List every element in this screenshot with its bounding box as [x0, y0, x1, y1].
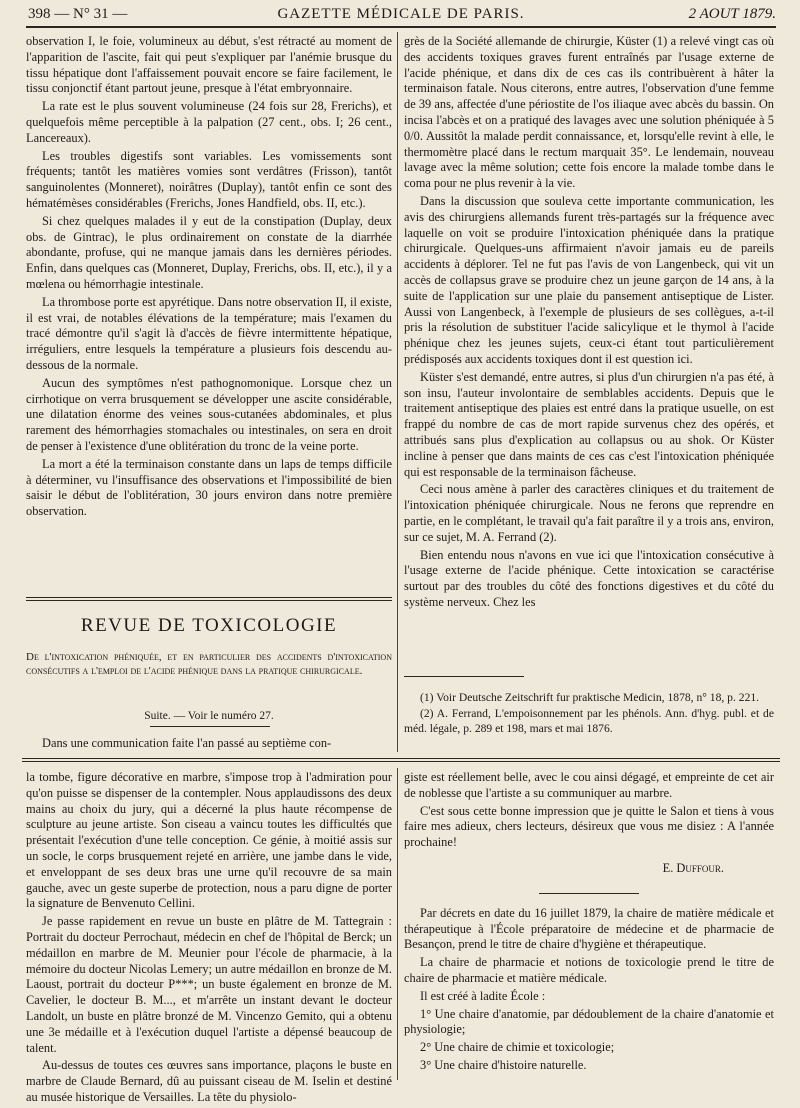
- paragraph: Dans la discussion que souleva cette importante communication, les avis des chirurgiens allemands furent très-partagés sur la fréquence avec laquelle on voit se produire l'intoxication phéniquée dans la pratique chirurgicale. Quelques-uns affirmaient n'avoir jamais eu de pareils accidents à déplorer. Tel ne fut pas l'avis de von Langenbeck, qui vit un accès de collapsus grave se produire chez un jeune garçon de 14 ans, à la suite de l'application sur une plaie du pansement antiseptique de Lister. Aussi von Langenbeck, à l'exemple de plusieurs de ses collègues, a-t-il pris la résolution de substituer l'acide salicylique et le thymol à l'acide phénique chez les jeunes sujets, ceux-ci étant tout particulièrement prédisposés aux accidents toxiques dont il est question ici.: [404, 193, 774, 366]
- paragraph: grès de la Société allemande de chirurgie, Küster (1) a relevé vingt cas où des accidents toxiques graves furent entraînés par l'usage externe de l'acide phénique, et dans dix de ces cas ils contribuèrent à hâter la terminaison fatale. Nous citerons, entre autres, l'observation d'une femme de 39 ans, affectée d'une périostite de l'os iliaque avec abcès du bassin. On incisa l'abcès et on a pratiqué des lavages avec une solution phéniquée à 5 0/0. Aussitôt la malade perdit connaissance, et, lorsqu'elle revint à elle, le thermomètre placé dans le rectum marquait 35°. Le lendemain, nouveau lavage avec la même solution; cette fois encore la malade tombe dans le coma pour ne plus revenir à la vie.: [404, 34, 774, 191]
- column-2: [404, 34, 774, 613]
- paragraph: La thrombose porte est apyrétique. Dans notre observation II, il existe, il est vrai, de notables élévations de la température; mais l'examen du tracé démontre qu'il s'agit là d'accès de fièvre intermittente hépatique, irréguliers, entre lesquels la température a plusieurs fois descendu au-dessous de la normale.: [26, 294, 392, 372]
- paragraph: Je passe rapidement en revue un buste en plâtre de M. Tattegrain : Portrait du docteur Perrochaut, médecin en chef de l'hôpital de Berck; un médaillon en marbre de M. Meunier pour l'école de pharmacie, à la mémoire du docteur Nicolas Lemery; un autre médaillon en bronze de M. Laoust, portrait du docteur P***; un buste également en bronze de M. Cavelier, le docteur B. M..., et m'arrête un instant devant le docteur Landolt, un buste en plâtre bronzé de M. Vincenzo Gemito, qui a obtenu une 3e médaille et à l'exécution duquel l'artiste a dépensé beaucoup de talent.: [26, 914, 392, 1055]
- column-3: [26, 770, 392, 1108]
- list-item: 2° Une chaire de chimie et toxicologie;: [420, 1040, 615, 1055]
- horizontal-separator: [22, 758, 780, 762]
- footnote: (2) A. Ferrand, L'empoisonnement par les phénols. Ann. d'hyg. publ. et de méd. légale, p. 289 et 198, mars et mai 1876.: [404, 707, 774, 735]
- paragraph: Küster s'est demandé, entre autres, si plus d'un chirurgien n'a pas été, à son insu, l'auteur involontaire de semblables accidents. Depuis que le traitement antiseptique des plaies est entré dans la pratique usuelle, on est frappé du nombre de cas de mort rapide survenus chez des opérés, et attribués sans plus d'explication au collapsus ou au shok. Or Küster incline à penser que dans maints de ces cas c'est l'intoxication phéniquée qui est responsable de la terminaison fâcheuse.: [404, 369, 774, 479]
- column-4: [404, 770, 774, 1076]
- paragraph: observation I, le foie, volumineux au début, s'est rétracté au moment de l'apparition de l'ascite, fait qui peut s'expliquer par l'anémie brusque du tissu hépatique dont l'affaissement pouvait encore se faire facilement, le tissu conjonctif étant partout jeune, presque à l'état embryonnaire.: [26, 34, 392, 96]
- author-signature: E. Duffour.: [662, 860, 724, 875]
- section-rule: [26, 597, 392, 601]
- column-rule-top: [397, 32, 398, 752]
- issue-date: 2 AOUT 1879.: [688, 6, 776, 22]
- paragraph: C'est sous cette bonne impression que je quitte le Salon et tiens à vous faire mes adieux, chers lecteurs, désireux que vous me disiez : A l'année prochaine!: [404, 803, 774, 850]
- page-number: 398 — N° 31 —: [28, 6, 128, 22]
- footnote-rule: [404, 676, 524, 677]
- short-rule: [539, 893, 639, 894]
- paragraph: Au-dessus de toutes ces œuvres sans importance, plaçons le buste en marbre de Claude Bernard, dû au puissant ciseau de M. Iselin et destiné au musée historique de Versailles. La tête du physiolo-: [26, 1058, 392, 1104]
- short-rule: [150, 726, 270, 727]
- paragraph: La mort a été la terminaison constante dans un laps de temps difficile à déterminer, vu l'insuffisance des observations et l'impossibilité de bien saisir le début de l'oblitération, 30 jours environ dans notre première observation.: [26, 456, 392, 519]
- paragraph: Si chez quelques malades il y eut de la constipation (Duplay, deux obs. de Gintrac), le plus ordinairement on constate de la diarrhée abondante, profuse, qui ne manque jamais dans les dernières périodes. Enfin, dans quelques cas (Monneret, Duplay, Frerichs, obs. II, etc.), il y a mœlena ou hémorrhagie intestinale.: [26, 213, 392, 291]
- continuation-note: Suite. — Voir le numéro 27.: [144, 710, 274, 722]
- paragraph: giste est réellement belle, avec le cou ainsi dégagé, et empreinte de cet air de noblesse que l'artiste a su communiquer au marbre.: [404, 770, 774, 800]
- section-title: REVUE DE TOXICOLOGIE: [80, 615, 338, 636]
- article-subtitle: De l'intoxication phéniquée, et en particulier des accidents d'intoxication consécutifs a l'emploi de l'acide phénique dans la pratique chirurgicale.: [26, 651, 392, 677]
- paragraph: Ceci nous amène à parler des caractères cliniques et du traitement de l'intoxication phéniquée chirurgicale. Nous ne ferons que reprendre en partie, en le complétant, le travail qu'a fait paraître il y a trois ans, environ, sur ce sujet, M. A. Ferrand (2).: [404, 482, 774, 544]
- journal-title: GAZETTE MÉDICALE DE PARIS.: [277, 6, 525, 22]
- footnote: (1) Voir Deutsche Zeitschrift fur praktische Medicin, 1878, n° 18, p. 221.: [420, 691, 760, 704]
- article-first-paragraph: Dans une communication faite l'an passé au septième con-: [42, 736, 332, 750]
- paragraph: Aucun des symptômes n'est pathognomonique. Lorsque chez un cirrhotique on verra brusquement se développer une ascite considérable, une dilatation énorme des veines sous-cutanées abdominales, et plus rarement des hémorrhagies stomachales ou intestinales, on sera en droit de penser à l'existence d'une oblitération du tronc de la veine porte.: [26, 375, 392, 453]
- chair-list: [404, 1007, 774, 1074]
- paragraph: Par décrets en date du 16 juillet 1879, la chaire de matière médicale et thérapeutique à l'École préparatoire de médecine et de pharmacie de Besançon, prend le titre de chaire d'hygiène et thérapeutique.: [404, 905, 774, 952]
- column-rule-bottom: [397, 768, 398, 1080]
- page-header: [26, 4, 776, 28]
- paragraph: La rate est le plus souvent volumineuse (24 fois sur 28, Frerichs), et quelquefois même perceptible à la palpation (27 cent., obs. I; 26 cent., Lancereaux).: [26, 99, 392, 145]
- list-item: 1° Une chaire d'anatomie, par dédoublement de la chaire d'anatomie et physiologie;: [404, 1006, 774, 1037]
- column-1: [26, 34, 392, 522]
- paragraph: la tombe, figure décorative en marbre, s'impose trop à l'admiration pour qu'on puisse se dispenser de la contempler. Nous applaudissons des deux mains au choix du jury, qui a décerné la plus haute récompense de sculpture au jeune artiste. Son ciseau a vaincu toutes les difficultés que présentait l'exécution d'une telle conception. Ce génie, à moitié assis sur un socle, le corps brusquement rejeté en arrière, une jambe dans le vide, et enveloppant de ses deux bras une urne qu'il recouvre de sa main gauche, avec un geste superbe de protection, nous a paru digne de porter la signature de Benvenuto Cellini.: [26, 770, 392, 911]
- paragraph: Il est créé à ladite École :: [420, 988, 546, 1003]
- paragraph: Bien entendu nous n'avons en vue ici que l'intoxication consécutive à l'usage externe de l'acide phénique. Cette intoxication se caractérise surtout par des troubles du côté des fonctions digestives et du côté du système nerveux. Chez les: [404, 547, 774, 609]
- list-item: 3° Une chaire d'histoire naturelle.: [420, 1057, 587, 1072]
- paragraph: La chaire de pharmacie et notions de toxicologie prend le titre de chaire de pharmacie et matière médicale.: [404, 955, 774, 985]
- footnotes: [404, 690, 774, 737]
- paragraph: Les troubles digestifs sont variables. Les vomissements sont fréquents; tantôt les matières vomies sont verdâtres (Frisson), tantôt sanguinolentes (Monneret), noirâtres (Duplay), tantôt enfin ce sont des hématémèses considérables (Frerichs, Jones Handfield, obs. II, etc.).: [26, 148, 392, 210]
